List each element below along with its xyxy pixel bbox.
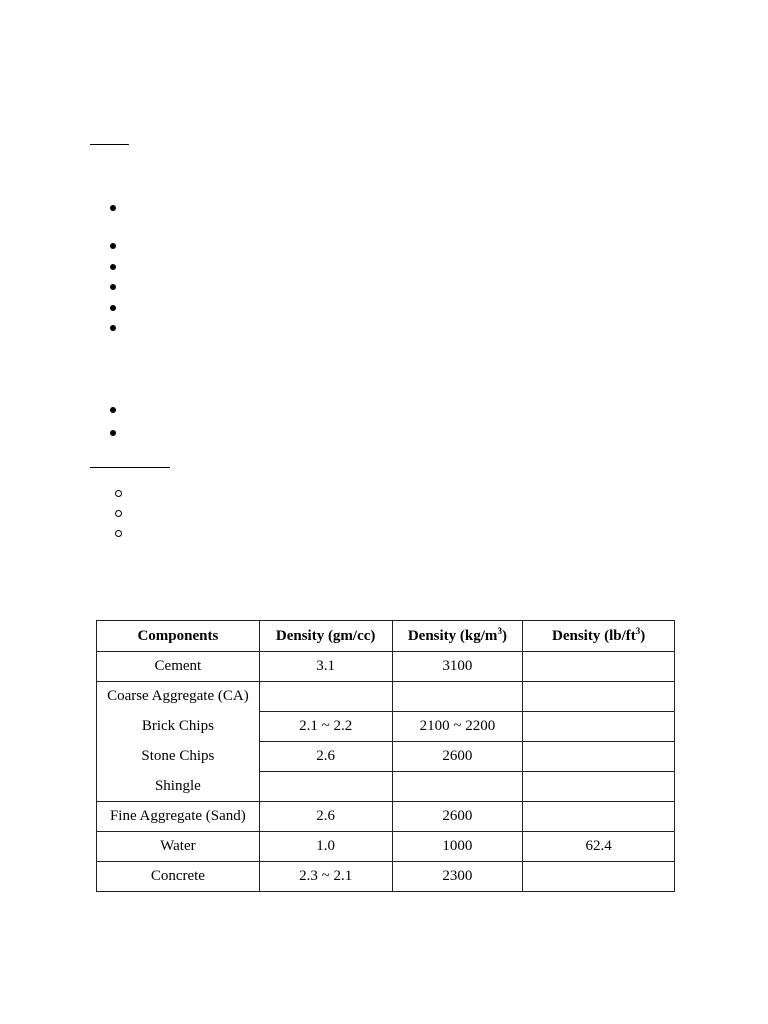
header-density-lb-ft3: Density $(lb/ft^3)$ bbox=[523, 621, 675, 652]
cell-gm-cc: 2.3 ~ 2.1 bbox=[259, 862, 392, 892]
bullet-marker bbox=[110, 407, 116, 413]
cell-component: Brick Chips bbox=[97, 712, 260, 742]
cell-kg-m3: 1000 bbox=[392, 832, 523, 862]
cell-gm-cc: 2.1 ~ 2.2 bbox=[259, 712, 392, 742]
cell-component: Shingle bbox=[97, 772, 260, 802]
table-row bbox=[97, 862, 675, 892]
hollow-bullet-marker bbox=[115, 510, 122, 517]
table-row bbox=[97, 742, 675, 772]
cell-kg-m3: 2300 bbox=[392, 862, 523, 892]
cell-lb-ft3 bbox=[523, 682, 675, 712]
header-density-gm-cc: Density (gm/cc) bbox=[259, 621, 392, 652]
cell-lb-ft3 bbox=[523, 652, 675, 682]
table-row bbox=[97, 652, 675, 682]
cell-lb-ft3 bbox=[523, 862, 675, 892]
table-row bbox=[97, 712, 675, 742]
cell-component: Concrete bbox=[97, 862, 260, 892]
cell-gm-cc bbox=[259, 682, 392, 712]
table-row bbox=[97, 772, 675, 802]
table-row bbox=[97, 802, 675, 832]
bullet-marker bbox=[110, 205, 116, 211]
bullet-marker bbox=[110, 264, 116, 270]
cell-gm-cc: 3.1 bbox=[259, 652, 392, 682]
bullet-marker bbox=[110, 243, 116, 249]
hollow-bullet-marker bbox=[115, 490, 122, 497]
hollow-bullet-marker bbox=[115, 530, 122, 537]
cell-lb-ft3 bbox=[523, 772, 675, 802]
cell-component: Water bbox=[97, 832, 260, 862]
cell-lb-ft3 bbox=[523, 742, 675, 772]
cell-kg-m3: 2100 ~ 2200 bbox=[392, 712, 523, 742]
bullet-marker bbox=[110, 325, 116, 331]
density-table bbox=[96, 620, 675, 892]
bullet-marker bbox=[110, 305, 116, 311]
cell-lb-ft3 bbox=[523, 712, 675, 742]
cell-component: Stone Chips bbox=[97, 742, 260, 772]
bullet-marker bbox=[110, 430, 116, 436]
header-components: Components bbox=[97, 621, 260, 652]
cell-component: Cement bbox=[97, 652, 260, 682]
cell-gm-cc: 2.6 bbox=[259, 802, 392, 832]
header-density-kg-m3: Density $(kg/m^3)$ bbox=[392, 621, 523, 652]
subheading-underline bbox=[90, 467, 170, 468]
cell-kg-m3 bbox=[392, 682, 523, 712]
cell-lb-ft3 bbox=[523, 802, 675, 832]
cell-gm-cc bbox=[259, 772, 392, 802]
table-header-row bbox=[97, 621, 675, 652]
cell-gm-cc: 1.0 bbox=[259, 832, 392, 862]
cell-kg-m3: 2600 bbox=[392, 802, 523, 832]
cell-component: Coarse Aggregate (CA) bbox=[97, 682, 260, 712]
table-row bbox=[97, 682, 675, 712]
heading-underline bbox=[90, 144, 129, 145]
cell-kg-m3: 3100 bbox=[392, 652, 523, 682]
cell-lb-ft3: 62.4 bbox=[523, 832, 675, 862]
cell-kg-m3 bbox=[392, 772, 523, 802]
bullet-marker bbox=[110, 284, 116, 290]
table-row bbox=[97, 832, 675, 862]
cell-component: Fine Aggregate (Sand) bbox=[97, 802, 260, 832]
cell-kg-m3: 2600 bbox=[392, 742, 523, 772]
cell-gm-cc: 2.6 bbox=[259, 742, 392, 772]
